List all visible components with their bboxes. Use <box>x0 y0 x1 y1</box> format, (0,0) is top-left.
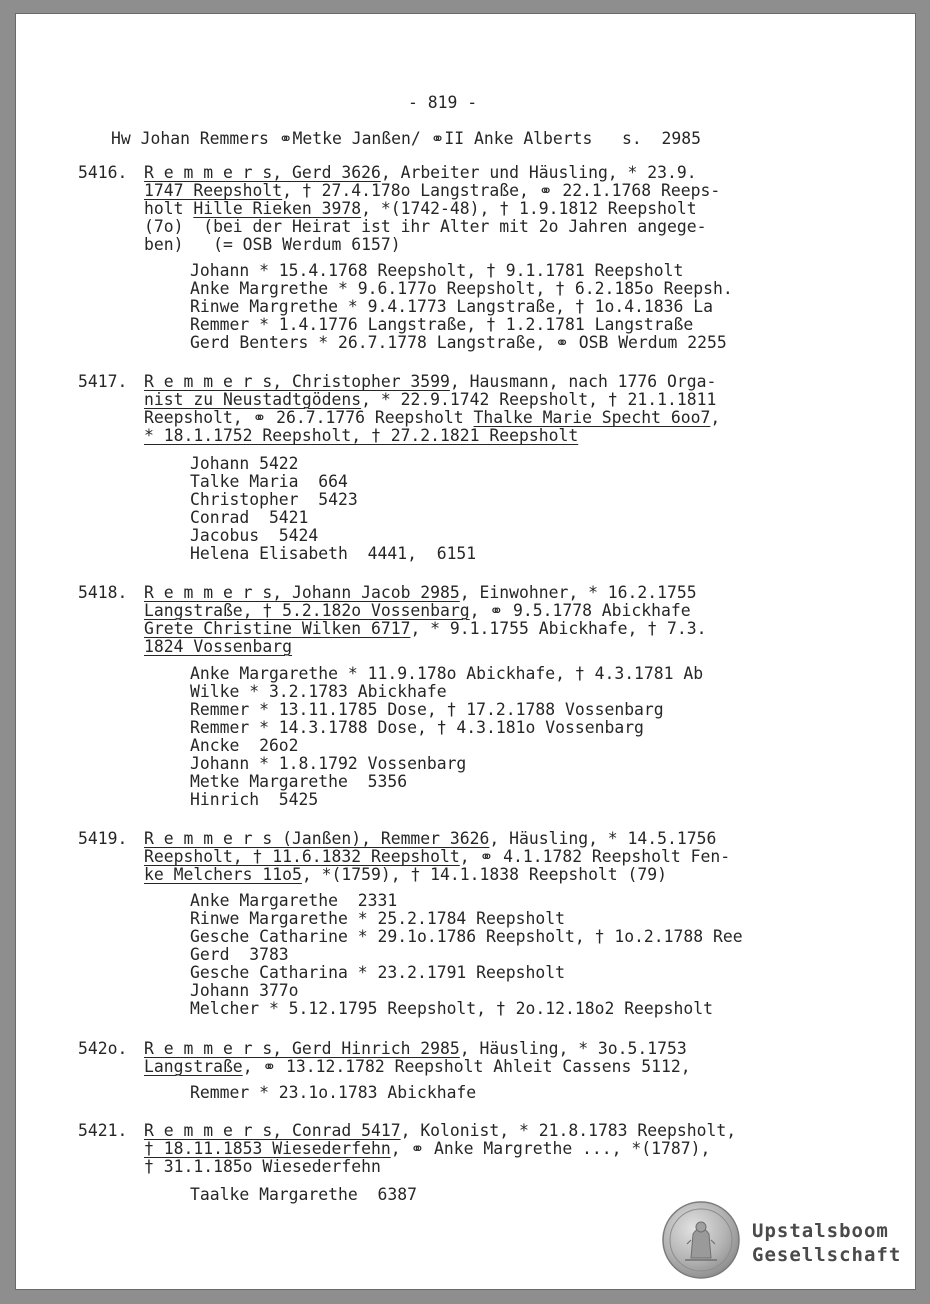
child-line: Gerd Benters * 26.7.1778 Langstraße, ⚭ OSB Werdum 2255 <box>190 333 727 352</box>
entry-line: Reepsholt, ⚭ 26.7.1776 Reepsholt Thalke Marie Specht 6oo7, <box>144 408 721 427</box>
entry-line: holt Hille Rieken 3978, *(1742-48), † 1.9.1812 Reepsholt <box>144 199 697 218</box>
entry-line: 1824 Vossenbarg <box>144 637 293 656</box>
child-line: Gerd 3783 <box>190 945 289 964</box>
child-line: Johann 377o <box>190 981 299 1000</box>
brand-line-2: Gesellschaft <box>752 1244 902 1266</box>
entry-number: 5417. <box>78 372 128 391</box>
entry-line: Langstraße, † 5.2.182o Vossenbarg, ⚭ 9.5.1778 Abickhafe <box>144 601 691 620</box>
child-line: Metke Margarethe 5356 <box>190 772 408 791</box>
seal-icon <box>661 1200 741 1280</box>
child-line: Rinwe Margarethe * 25.2.1784 Reepsholt <box>190 909 565 928</box>
child-line: Jacobus 5424 <box>190 526 319 545</box>
child-line: Conrad 5421 <box>190 508 309 527</box>
entry-line: R e m m e r s, Gerd Hinrich 2985, Häusling, * 3o.5.1753 <box>144 1039 687 1058</box>
child-line: Gesche Catharina * 23.2.1791 Reepsholt <box>190 963 565 982</box>
entry-line: (7o) (bei der Heirat ist ihr Alter mit 2o Jahren angege- <box>144 217 707 236</box>
child-line: Christopher 5423 <box>190 490 358 509</box>
child-line: Wilke * 3.2.1783 Abickhafe <box>190 682 447 701</box>
entry-number: 542o. <box>78 1039 128 1058</box>
child-line: Helena Elisabeth 4441, 6151 <box>190 544 477 563</box>
entry-line: nist zu Neustadtgödens, * 22.9.1742 Reepsholt, † 21.1.1811 <box>144 390 717 409</box>
entry-line: R e m m e r s, Conrad 5417, Kolonist, * 21.8.1783 Reepsholt, <box>144 1121 737 1140</box>
child-line: Hinrich 5425 <box>190 790 319 809</box>
child-line: Talke Maria 664 <box>190 472 348 491</box>
child-line: Johann * 15.4.1768 Reepsholt, † 9.1.1781 Reepsholt <box>190 261 684 280</box>
child-line: Remmer * 23.1o.1783 Abickhafe <box>190 1083 477 1102</box>
child-line: Johann 5422 <box>190 454 299 473</box>
child-line: Taalke Margarethe 6387 <box>190 1185 417 1204</box>
entry-line: Langstraße, ⚭ 13.12.1782 Reepsholt Ahleit Cassens 5112, <box>144 1057 691 1076</box>
entry-line: R e m m e r s, Gerd 3626, Arbeiter und Häusling, * 23.9. <box>144 163 697 182</box>
child-line: Remmer * 1.4.1776 Langstraße, † 1.2.1781 Langstraße <box>190 315 694 334</box>
entry-line: ben) (= OSB Werdum 6157) <box>144 235 401 254</box>
child-line: Ancke 26o2 <box>190 736 299 755</box>
entry-line: † 31.1.185o Wiesederfehn <box>144 1157 381 1176</box>
entry-line: ke Melchers 11o5, *(1759), † 14.1.1838 Reepsholt (79) <box>144 865 668 884</box>
child-line: Anke Margarethe * 11.9.178o Abickhafe, † 4.3.1781 Ab <box>190 664 704 683</box>
entry-line: R e m m e r s (Janßen), Remmer 3626, Häusling, * 14.5.1756 <box>144 829 717 848</box>
entry-number: 5419. <box>78 829 128 848</box>
brand-line-1: Upstalsboom <box>752 1220 889 1242</box>
child-line: Rinwe Margrethe * 9.4.1773 Langstraße, † 1o.4.1836 La <box>190 297 714 316</box>
child-line: Johann * 1.8.1792 Vossenbarg <box>190 754 467 773</box>
child-line: Anke Margrethe * 9.6.177o Reepsholt, † 6.2.185o Reepsh. <box>190 279 733 298</box>
entry-line: * 18.1.1752 Reepsholt, † 27.2.1821 Reepsholt <box>144 426 579 445</box>
entry-line: R e m m e r s, Johann Jacob 2985, Einwohner, * 16.2.1755 <box>144 583 697 602</box>
entry-line: 1747 Reepsholt, † 27.4.178o Langstraße, ⚭ 22.1.1768 Reeps- <box>144 181 721 200</box>
entry-number: 5421. <box>78 1121 128 1140</box>
child-line: Remmer * 13.11.1785 Dose, † 17.2.1788 Vossenbarg <box>190 700 664 719</box>
document-page <box>15 13 916 1290</box>
child-line: Melcher * 5.12.1795 Reepsholt, † 2o.12.18o2 Reepsholt <box>190 999 714 1018</box>
entry-number: 5416. <box>78 163 128 182</box>
entry-line: † 18.11.1853 Wiesederfehn, ⚭ Anke Margrethe ..., *(1787), <box>144 1139 711 1158</box>
child-line: Gesche Catharine * 29.1o.1786 Reepsholt, † 1o.2.1788 Ree <box>190 927 743 946</box>
brand-name <box>752 1219 901 1267</box>
entry-line: Grete Christine Wilken 6717, * 9.1.1755 Abickhafe, † 7.3. <box>144 619 707 638</box>
entry-line: Reepsholt, † 11.6.1832 Reepsholt, ⚭ 4.1.1782 Reepsholt Fen- <box>144 847 731 866</box>
child-line: Remmer * 14.3.1788 Dose, † 4.3.181o Vossenbarg <box>190 718 644 737</box>
page-number: - 819 - <box>408 93 478 112</box>
entry-line: R e m m e r s, Christopher 3599, Hausmann, nach 1776 Orga- <box>144 372 717 391</box>
entry-number: 5418. <box>78 583 128 602</box>
family-header: Hw Johan Remmers ⚭Metke Janßen/ ⚭II Anke Alberts s. 2985 <box>111 129 701 148</box>
child-line: Anke Margarethe 2331 <box>190 891 398 910</box>
